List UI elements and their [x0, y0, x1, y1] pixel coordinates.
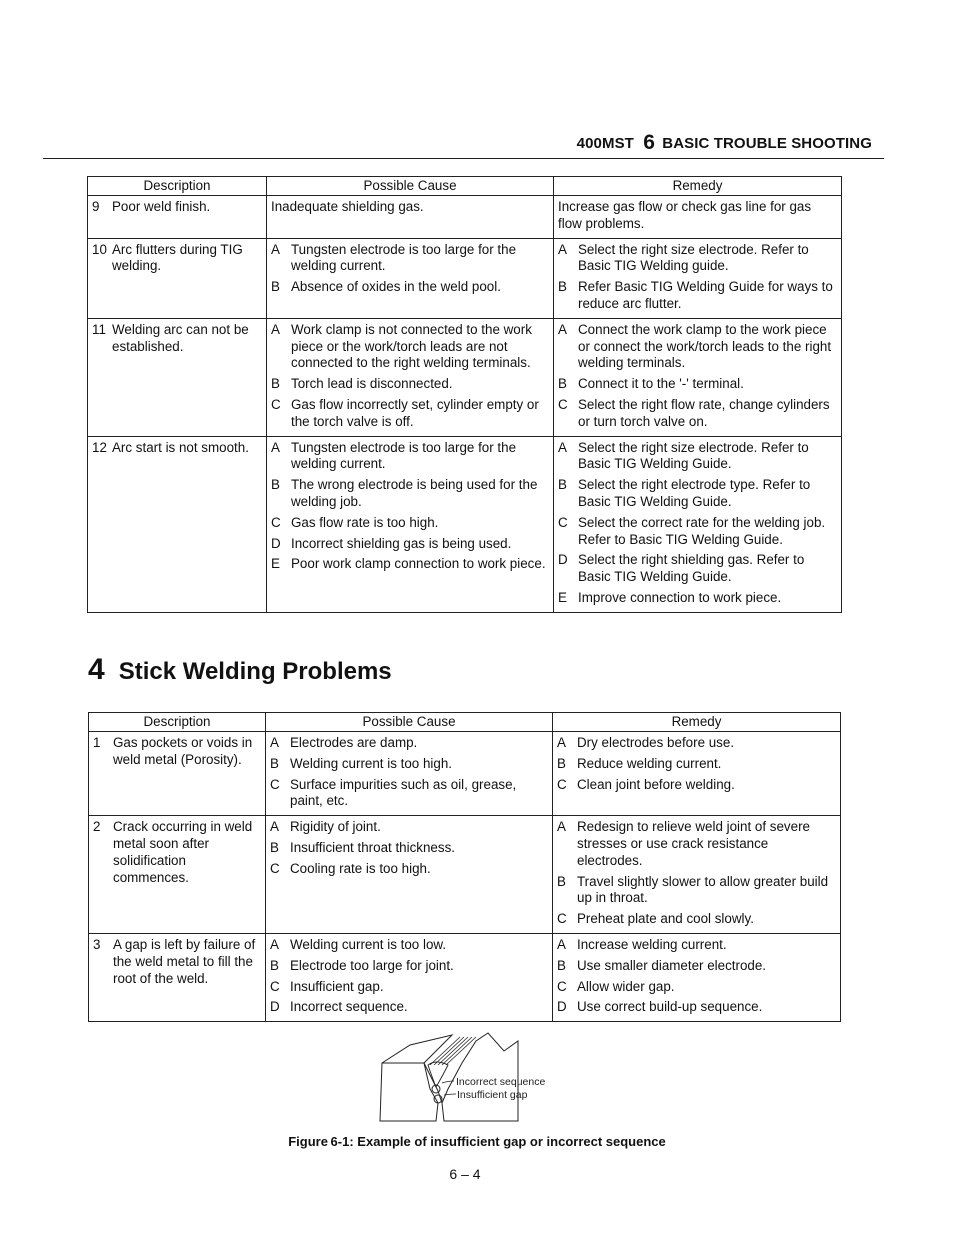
remedy-letter: A: [558, 321, 567, 337]
remedy-text: Preheat plate and cool slowly.: [577, 911, 754, 927]
cause-text: Welding current is too low.: [290, 936, 447, 952]
cause-letter: D: [270, 999, 280, 1015]
page-number: 6 – 4: [449, 1166, 481, 1182]
remedy-letter: B: [557, 755, 566, 771]
cause-letter: C: [271, 514, 281, 530]
model-name: 400MST: [576, 135, 634, 152]
cause-text: Electrodes are damp.: [290, 735, 418, 750]
cause-letter: C: [270, 860, 280, 876]
label-incorrect-sequence: Incorrect sequence: [456, 1076, 546, 1088]
remedy-text: Select the right shielding gas. Refer to Basic TIG Welding Guide.: [578, 552, 805, 585]
cause-text: Incorrect shielding gas is being used.: [291, 535, 512, 551]
remedy-letter: B: [557, 957, 566, 973]
remedy-item: [557, 777, 836, 794]
remedy-item: [558, 440, 837, 474]
remedy-text: Refer Basic TIG Welding Guide for ways to reduce arc flutter.: [578, 279, 833, 311]
cause-item: [270, 819, 548, 836]
table-row: [89, 732, 841, 816]
remedy-text: Connect it to the '-' terminal.: [578, 376, 744, 392]
cause-text: Poor work clamp connection to work piece.: [291, 556, 546, 572]
problem-description: [93, 937, 261, 987]
remedy-text: Select the correct rate for the welding job. Refer to Basic TIG Welding Guide.: [578, 514, 826, 547]
cause-letter: A: [270, 936, 279, 952]
remedy-item: [558, 322, 837, 372]
left-plate-top: [382, 1035, 452, 1063]
table-row: [89, 933, 841, 1021]
remedy-cell: [554, 196, 842, 239]
left-plate: [380, 1063, 438, 1121]
table-row: [88, 196, 842, 239]
remedy-letter: A: [557, 735, 566, 750]
cause-item: [270, 937, 548, 954]
cause-item: [271, 376, 549, 393]
cause-item: [271, 199, 549, 216]
problem-text: Poor weld finish.: [112, 199, 211, 214]
problem-number: 2: [93, 819, 101, 835]
cause-letter: A: [271, 241, 280, 257]
column-header-cause: Possible Cause: [266, 713, 553, 732]
remedy-text: Increase gas flow or check gas line for gas flow problems.: [558, 199, 812, 231]
description-cell: [88, 318, 267, 436]
problem-text: Arc start is not smooth.: [112, 439, 249, 455]
cause-text: Gas flow incorrectly set, cylinder empty or the torch valve is off.: [291, 396, 539, 429]
cause-text: Electrode too large for joint.: [290, 957, 454, 973]
cause-item: [270, 777, 548, 811]
remedy-letter: B: [558, 279, 567, 295]
cause-text: Insufficient gap.: [290, 978, 384, 994]
column-header-description: Description: [89, 713, 266, 732]
remedy-item: [558, 477, 837, 511]
remedy-item: [558, 376, 837, 393]
cause-cell: [266, 816, 553, 934]
remedy-item: [558, 242, 837, 276]
remedy-letter: C: [557, 776, 567, 792]
cause-letter: D: [271, 535, 281, 551]
column-header-remedy: Remedy: [554, 177, 842, 196]
problem-description: [93, 819, 261, 886]
cause-item: [271, 242, 549, 276]
cause-text: Work clamp is not connected to the work piece or the work/torch leads are not connected to the right welding terminals.: [291, 321, 532, 371]
problem-description: [92, 322, 262, 356]
remedy-letter: B: [558, 376, 567, 392]
stick-welding-table: [88, 712, 841, 1022]
problem-number: 3: [93, 936, 101, 952]
column-header-cause: Possible Cause: [267, 177, 554, 196]
remedy-item: [558, 515, 837, 549]
remedy-text: Dry electrodes before use.: [577, 735, 735, 750]
chapter-title: BASIC TROUBLE SHOOTING: [662, 135, 872, 152]
remedy-text: Use smaller diameter electrode.: [577, 957, 767, 973]
problem-text: A gap is left by failure of the weld metal to fill the root of the weld.: [113, 936, 256, 986]
remedy-cell: [554, 318, 842, 436]
cause-text: Absence of oxides in the weld pool.: [291, 279, 501, 295]
remedy-text: Use correct build-up sequence.: [577, 999, 763, 1015]
page-header: [577, 130, 872, 154]
cause-item: [270, 999, 548, 1016]
remedy-item: [558, 590, 837, 607]
remedy-text: Select the right size electrode. Refer to Basic TIG Welding guide.: [578, 241, 809, 274]
remedy-text: Increase welding current.: [577, 936, 727, 952]
cause-item: [271, 556, 549, 573]
remedy-cell: [553, 933, 841, 1021]
remedy-text: Travel slightly slower to allow greater build up in throat.: [577, 873, 829, 906]
cause-cell: [267, 238, 554, 318]
cause-cell: [267, 318, 554, 436]
remedy-letter: B: [558, 477, 567, 493]
problem-number: 12: [92, 439, 107, 455]
remedy-item: [557, 999, 836, 1016]
cause-item: [271, 397, 549, 431]
description-cell: [88, 238, 267, 318]
section-title: Stick Welding Problems: [118, 658, 392, 685]
remedy-item: [558, 199, 837, 233]
cause-text: Cooling rate is too high.: [290, 860, 431, 876]
cause-text: Incorrect sequence.: [290, 999, 408, 1015]
cause-letter: A: [271, 321, 280, 337]
remedy-text: Select the right flow rate, change cylinders or turn torch valve on.: [578, 396, 830, 429]
remedy-item: [558, 397, 837, 431]
weld-bead-top: [428, 1062, 448, 1087]
remedy-text: Redesign to relieve weld joint of severe stresses or use crack resistance electrodes.: [577, 819, 810, 868]
cause-letter: A: [270, 735, 279, 750]
cause-item: [271, 279, 549, 296]
cause-item: [270, 861, 548, 878]
chapter-number: 6: [643, 131, 656, 154]
cause-text: Tungsten electrode is too large for the welding current.: [291, 241, 517, 274]
remedy-letter: A: [557, 936, 566, 952]
cause-item: [270, 979, 548, 996]
remedy-text: Allow wider gap.: [577, 978, 675, 994]
cause-cell: [267, 196, 554, 239]
section-heading: [88, 653, 392, 687]
cause-cell: [267, 436, 554, 612]
problem-number: 9: [92, 199, 100, 214]
remedy-text: Select the right electrode type. Refer to Basic TIG Welding Guide.: [578, 477, 811, 509]
column-header-description: Description: [88, 177, 267, 196]
remedy-text: Improve connection to work piece.: [578, 589, 782, 605]
cause-item: [270, 735, 548, 752]
cause-letter: B: [271, 279, 280, 295]
cause-letter: C: [270, 776, 280, 792]
cause-item: [271, 440, 549, 474]
problem-number: 1: [93, 735, 101, 750]
cause-letter: B: [270, 957, 279, 973]
description-cell: [88, 436, 267, 612]
cause-letter: B: [271, 477, 280, 493]
remedy-letter: A: [558, 439, 567, 455]
cause-text: Gas flow rate is too high.: [291, 514, 439, 530]
cause-text: The wrong electrode is being used for the welding job.: [291, 477, 538, 509]
cause-letter: B: [271, 376, 280, 392]
remedy-letter: E: [558, 589, 567, 605]
cause-letter: E: [271, 556, 280, 572]
cause-item: [270, 756, 548, 773]
description-cell: [89, 933, 266, 1021]
remedy-letter: C: [558, 514, 568, 530]
cause-text: Surface impurities such as oil, grease, paint, etc.: [290, 776, 517, 809]
problem-description: [92, 440, 262, 457]
problem-description: [92, 242, 262, 276]
remedy-item: [558, 279, 837, 313]
remedy-cell: [553, 816, 841, 934]
remedy-item: [557, 937, 836, 954]
cause-text: Tungsten electrode is too large for the welding current.: [291, 439, 517, 472]
figure-caption: Figure 6-1: Example of insufficient gap or incorrect sequence: [288, 1134, 666, 1149]
remedy-cell: [553, 732, 841, 816]
problem-text: Arc flutters during TIG welding.: [112, 241, 243, 274]
remedy-item: [558, 552, 837, 586]
cause-item: [271, 477, 549, 511]
remedy-text: Select the right size electrode. Refer to Basic TIG Welding Guide.: [578, 439, 809, 472]
cause-letter: C: [270, 978, 280, 994]
description-cell: [89, 816, 266, 934]
cause-text: Inadequate shielding gas.: [271, 199, 424, 214]
description-cell: [89, 732, 266, 816]
weld-joint-illustration: [376, 1031, 566, 1127]
cause-text: Torch lead is disconnected.: [291, 376, 453, 392]
cause-item: [271, 515, 549, 532]
cause-letter: C: [271, 396, 281, 412]
section-number: 4: [88, 653, 105, 686]
problem-description: [93, 735, 261, 769]
remedy-text: Connect the work clamp to the work piece or connect the work/torch leads to the right welding terminals.: [578, 321, 832, 371]
problem-text: Gas pockets or voids in weld metal (Porosity).: [113, 735, 253, 767]
remedy-item: [557, 756, 836, 773]
remedy-letter: D: [558, 552, 568, 568]
problem-number: 11: [92, 321, 106, 337]
table-row: [89, 816, 841, 934]
cause-item: [270, 840, 548, 857]
problem-description: [92, 199, 262, 216]
remedy-letter: D: [557, 999, 567, 1015]
remedy-item: [557, 911, 836, 928]
problem-text: Crack occurring in weld metal soon after solidification commences.: [113, 819, 253, 885]
remedy-cell: [554, 238, 842, 318]
remedy-letter: B: [557, 873, 566, 889]
problem-number: 10: [92, 241, 107, 257]
cause-letter: B: [270, 755, 279, 771]
cause-letter: A: [270, 819, 279, 835]
remedy-letter: C: [558, 396, 568, 412]
table-row: [88, 436, 842, 612]
tig-troubleshooting-table: [87, 176, 842, 613]
cause-item: [271, 322, 549, 372]
remedy-item: [557, 979, 836, 996]
table-row: [88, 238, 842, 318]
label-insufficient-gap: Insufficient gap: [457, 1089, 528, 1101]
remedy-letter: A: [558, 241, 567, 257]
cause-item: [271, 536, 549, 553]
cause-text: Insufficient throat thickness.: [290, 839, 455, 855]
cause-cell: [266, 732, 553, 816]
remedy-item: [557, 735, 836, 752]
remedy-item: [557, 874, 836, 908]
cause-text: Welding current is too high.: [290, 755, 453, 771]
remedy-text: Reduce welding current.: [577, 755, 722, 771]
header-divider: [43, 158, 884, 159]
remedy-cell: [554, 436, 842, 612]
remedy-letter: A: [557, 819, 566, 835]
remedy-item: [557, 958, 836, 975]
description-cell: [88, 196, 267, 239]
cause-text: Rigidity of joint.: [290, 819, 381, 835]
table-row: [88, 318, 842, 436]
column-header-remedy: Remedy: [553, 713, 841, 732]
problem-text: Welding arc can not be established.: [112, 321, 249, 354]
cause-letter: B: [270, 839, 279, 855]
remedy-letter: C: [557, 911, 567, 927]
cause-cell: [266, 933, 553, 1021]
remedy-text: Clean joint before welding.: [577, 776, 735, 792]
remedy-letter: C: [557, 978, 567, 994]
remedy-item: [557, 819, 836, 869]
cause-item: [270, 958, 548, 975]
cause-letter: A: [271, 439, 280, 455]
